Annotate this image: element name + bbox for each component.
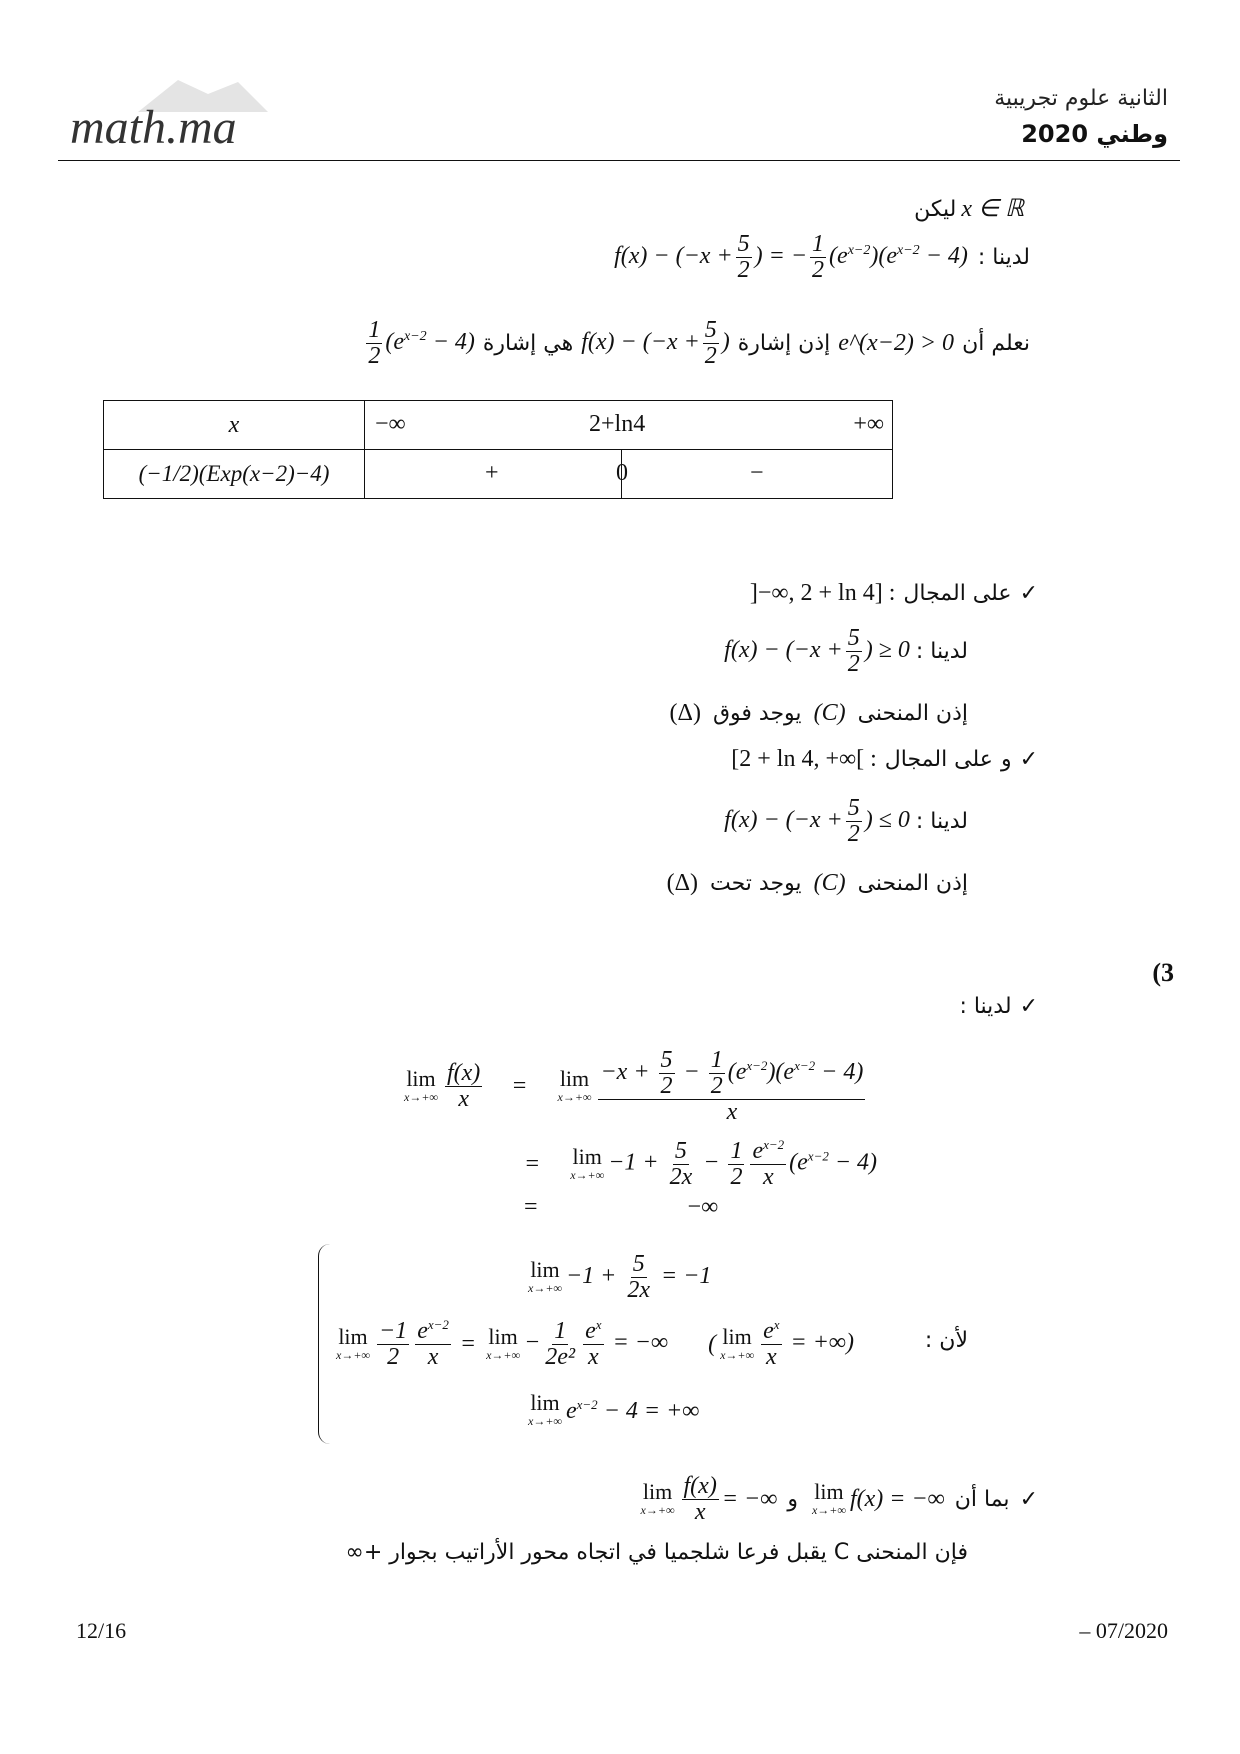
difference-line — [614, 232, 1030, 283]
limit-ratio-line-1: lim x→+∞ $\frac{f(x)}{x}$ = lim x→+∞ −x + $\frac{5}{2}$ − $\frac{1}{2}$ $(e^{x-2})(e^{x-2} - 4)$ x — [404, 1047, 864, 1126]
difference-expression: f(x) − (−x + $\frac{5}{2}$ ) = − $\frac{1}{2}$ $(e^{x-2})(e^{x-2} - 4)$ — [614, 231, 968, 284]
sign-table-sign-row — [104, 450, 893, 499]
limit-ratio-line-3: = −∞ — [524, 1194, 719, 1220]
because-line-2: lim x→+∞ $\frac{-1}{2}$ $\frac{e^{x-2}}{x}$ = lim x→+∞ − $\frac{1}{\text{2e²}}$ $\frac{e^x}{x}$ = −∞ ( lim x→+∞ $\frac{e^x}{x}$ = +∞) — [336, 1317, 855, 1371]
case-1-interval — [750, 580, 1038, 607]
interval-value: [2 + ln 4, +∞[ : — [731, 746, 877, 772]
checkmark-icon: ✓ — [1019, 581, 1038, 606]
footer-date: – 07/2020 — [1079, 1618, 1168, 1643]
curve-symbol: (C) — [813, 870, 846, 896]
since-label: بما أن — [954, 1487, 1010, 1513]
sign-table-expression: (−1/2)(Exp(x−2)−4) — [104, 450, 365, 499]
line-symbol: (Δ) — [666, 870, 698, 896]
sign-table-root: 2+ln4 — [589, 411, 646, 437]
logo-text: math.ma — [70, 101, 237, 154]
interval-value: ]−∞, 2 + ln 4] : — [749, 580, 896, 606]
sign-table-plus-inf: +∞ — [853, 411, 884, 437]
line-symbol: (Δ) — [669, 700, 701, 726]
inequality-expression: f(x) − (−x + $\frac{5}{2}$ ) ≤ 0 — [724, 795, 910, 848]
case-2-inequality — [724, 796, 968, 847]
part-3-number: (3 — [1152, 958, 1174, 987]
limit-ratio-line-2: = lim x→+∞ −1 + $\frac{5}{2x}$ − $\frac{1}{2}$ $\frac{e^{x-2}}{x}$ $(e^{x-2} - 4)$ — [524, 1137, 878, 1191]
because-line-1: lim x→+∞ −1 + $\frac{5}{2x}$ = −1 — [528, 1251, 712, 1304]
we-have-label: لدينا : — [915, 809, 968, 835]
then-sign-label: إذن إشارة — [737, 331, 831, 357]
header-rule — [58, 160, 1180, 161]
and-prefix: و — [1000, 747, 1012, 772]
sign-table-minus-inf: −∞ — [375, 411, 406, 437]
sign-table-x-cell: x — [104, 401, 365, 450]
header-level: الثانية علوم تجريبية — [994, 86, 1168, 111]
because-label: لأن : — [924, 1328, 968, 1353]
we-have-label: لدينا : — [959, 994, 1012, 1019]
curve-symbol: (C) — [813, 700, 846, 726]
page-number: 12/16 — [76, 1618, 127, 1643]
checkmark-icon: ✓ — [1019, 747, 1038, 772]
interval-label: على المجال — [903, 581, 1012, 606]
sign-plus: + — [485, 460, 499, 486]
case-1-inequality — [724, 626, 968, 677]
exp-positive: e^(x−2) > 0 — [838, 330, 955, 357]
interval-label: على المجال — [884, 747, 993, 772]
because-brace — [318, 1244, 333, 1444]
sign-divider — [621, 450, 622, 498]
case-1-conclusion — [670, 700, 968, 727]
part-3-we-have — [959, 994, 1038, 1019]
header-exam: وطني 2020 — [1021, 120, 1168, 148]
sign-factor: $\frac{1}{2}$ $(e^{x-2} - 4)$ — [368, 317, 475, 370]
final-conclusion: فإن المنحنى C يقبل فرعا شلجميا في اتجاه محور الأراتيب بجوار +∞ — [345, 1540, 968, 1565]
sign-reason-line — [363, 318, 1030, 369]
conclusion-start: إذن المنحنى — [857, 871, 968, 896]
case-2-interval — [731, 746, 1038, 773]
conclusion-start: إذن المنحنى — [857, 701, 968, 726]
difference-short: f(x) − (−x + $\frac{5}{2}$ ) — [581, 317, 730, 370]
since-line — [637, 1474, 1038, 1525]
inequality-expression: f(x) − (−x + $\frac{5}{2}$ ) ≥ 0 — [724, 625, 910, 678]
and-label: و — [787, 1487, 798, 1513]
position-word: يوجد تحت — [710, 871, 802, 896]
position-word: يوجد فوق — [712, 701, 802, 726]
we-know-label: نعلم أن — [962, 331, 1030, 357]
limit-ratio-result: −∞ — [687, 1194, 719, 1220]
sign-table — [103, 400, 893, 499]
checkmark-icon: ✓ — [1019, 1487, 1038, 1513]
is-sign-label: هي إشارة — [482, 331, 574, 357]
checkmark-icon: ✓ — [1019, 994, 1038, 1019]
sign-table-header-row — [104, 401, 893, 450]
because-line-3: lim x→+∞ $e^{x-2} - 4$ = +∞ — [528, 1390, 700, 1428]
limit-f-over-x: lim x→+∞ $\frac{f(x)}{x}$ = −∞ — [640, 1473, 778, 1526]
let-label: ليكن — [914, 197, 957, 222]
we-have-label: لدينا : — [977, 245, 1030, 271]
we-have-label: لدينا : — [915, 639, 968, 665]
let-line — [914, 194, 1030, 223]
sign-minus: − — [750, 460, 764, 486]
sign-table-values-cell — [365, 401, 893, 450]
site-logo — [68, 72, 308, 152]
limit-f: lim x→+∞ f(x) = −∞ — [811, 1479, 945, 1518]
sign-zero: 0 — [616, 460, 628, 486]
let-math: x ∈ ℝ — [961, 196, 1024, 222]
case-2-conclusion — [667, 870, 968, 897]
sign-table-signs-cell — [365, 450, 893, 499]
